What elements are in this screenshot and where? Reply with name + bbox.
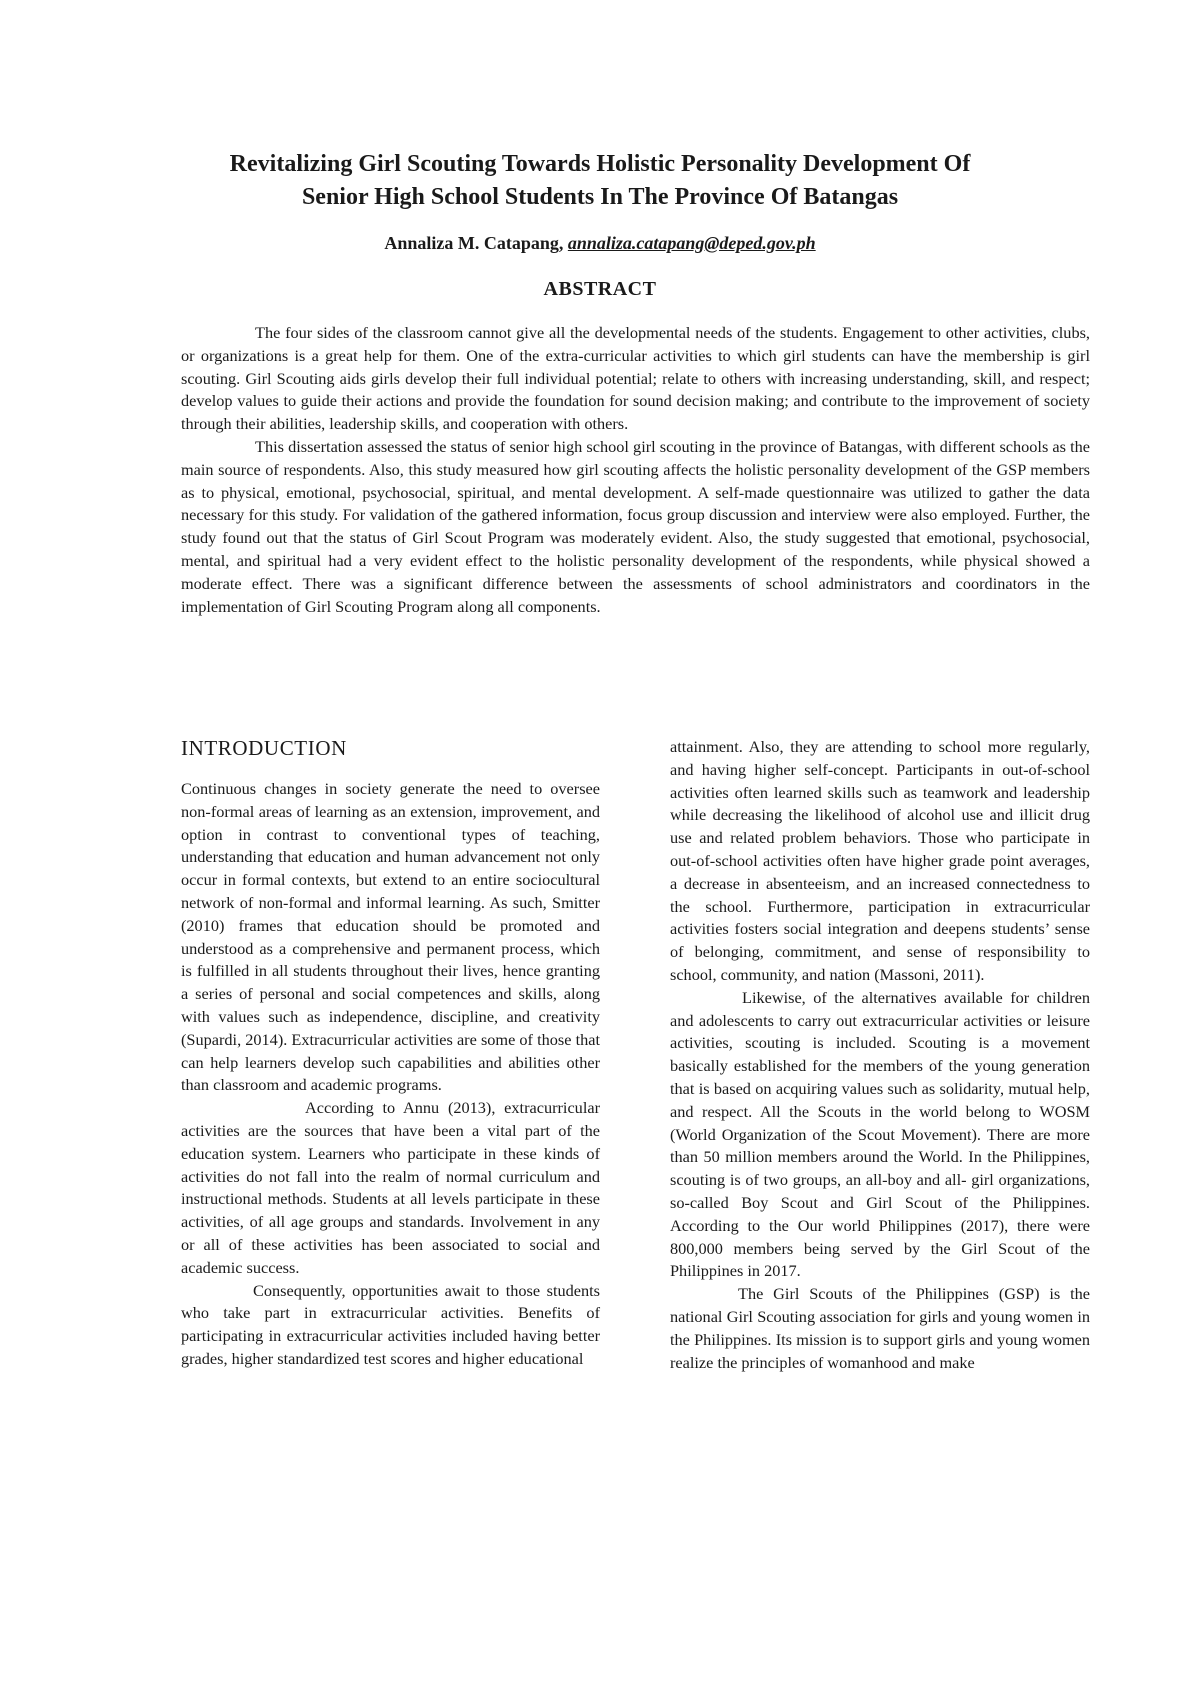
body-paragraph: According to Annu (2013), extracurricular activities are the sources that have been a vital part of the education system. Learners who participate in these kinds of activities do not fall into the realm of normal curriculum and instructional methods. Students at all levels participate in these activities, of all age groups and standards. Involvement in any or all of these activities has been associated to social and academic success. <box>181 1098 600 1277</box>
abstract-paragraph: The four sides of the classroom cannot give all the developmental needs of the students. Engagement to other activities, clubs, or organizations is a great help for them. One of the extra-curricular activities to which girl students can have the membership is girl scouting. Girl Scouting aids girls develop their full individual potential; relate to others with increasing understanding, skill, and respect; develop values to guide their actions and provide the foundation for sound decision making; and contribute to the improvement of society through their abilities, leadership skills, and cooperation with others. <box>181 323 1090 434</box>
body-paragraph: attainment. Also, they are attending to school more regularly, and having higher self-concept. Participants in out-of-school activities often learned skills such as teamwork and leadership while decreasing the likelihood of alcohol use and illicit drug use and related problem behaviors. Those who participate in out-of-school activities often have higher grade point averages, a decrease in absenteeism, and an increased connectedness to the school. Furthermore, participation in extracurricular activities fosters social integration and deepens students’ sense of belonging, commitment, and sense of responsibility to school, community, and nation (Massoni, 2011). <box>670 737 1090 984</box>
right-column <box>670 736 1090 1374</box>
introduction-heading: INTRODUCTION <box>181 736 347 760</box>
abstract-heading: ABSTRACT <box>543 278 657 300</box>
author-email[interactable]: annaliza.catapang@deped.gov.ph <box>567 233 816 253</box>
title-line-2: Senior High School Students In The Province Of Batangas <box>301 184 899 210</box>
body-paragraph: Consequently, opportunities await to those students who take part in extracurricular activities. Benefits of participating in extracurricular activities included having better grades, higher standardized test scores and higher educational <box>181 1280 600 1368</box>
paper-title <box>150 148 1050 214</box>
title-line-1: Revitalizing Girl Scouting Towards Holistic Personality Development Of <box>229 151 971 177</box>
left-column <box>181 778 600 1371</box>
abstract-paragraph: This dissertation assessed the status of senior high school girl scouting in the province of Batangas, with different schools as the main source of respondents. Also, this study measured how girl scouting affects the holistic personality development of the GSP members as to physical, emotional, psychosocial, spiritual, and mental development. A self-made questionnaire was utilized to gather the data necessary for this study. For validation of the gathered information, focus group discussion and interview were also employed. Further, the study found out that the status of Girl Scout Program was moderately evident. Also, the study suggested that emotional, psychosocial, mental, and spiritual had a very evident effect to the holistic personality development of the respondents, while physical showed a moderate effect. There was a significant difference between the assessments of school administrators and coordinators in the implementation of Girl Scouting Program along all components. <box>181 436 1090 616</box>
body-paragraph: Continuous changes in society generate the need to oversee non-formal areas of learning as an extension, improvement, and option in contrast to conventional types of teaching, understanding that education and human advancement not only occur in formal contexts, but extend to an entire sociocultural network of non-formal and informal learning. As such, Smitter (2010) frames that education should be promoted and understood as a comprehensive and permanent process, which is fulfilled in all students throughout their lives, hence granting a series of personal and social competences and skills, along with values such as independence, discipline, and creativity (Supardi, 2014). Extracurricular activities are some of those that can help learners develop such capabilities and abilities other than classroom and academic programs. <box>181 779 600 1095</box>
body-paragraph: The Girl Scouts of the Philippines (GSP) is the national Girl Scouting association for girls and young women in the Philippines. Its mission is to support girls and young women realize the principles of womanhood and make <box>670 1284 1090 1372</box>
abstract-body <box>181 322 1090 618</box>
author-line <box>150 233 1050 254</box>
author-name: Annaliza M. Catapang, <box>384 233 564 253</box>
body-paragraph: Likewise, of the alternatives available for children and adolescents to carry out extracurricular activities or leisure activities, scouting is included. Scouting is a movement basically established for the members of the young generation that is based on acquiring values such as solidarity, mutual help, and respect. All the Scouts in the world belong to WOSM (World Organization of the Scout Movement). There are more than 50 million members around the World. In the Philippines, scouting is of two groups, an all-boy and all- girl organizations, so-called Boy Scout and Girl Scout of the Philippines. According to the Our world Philippines (2017), there were 800,000 members being served by the Girl Scout of the Philippines in 2017. <box>670 987 1090 1281</box>
